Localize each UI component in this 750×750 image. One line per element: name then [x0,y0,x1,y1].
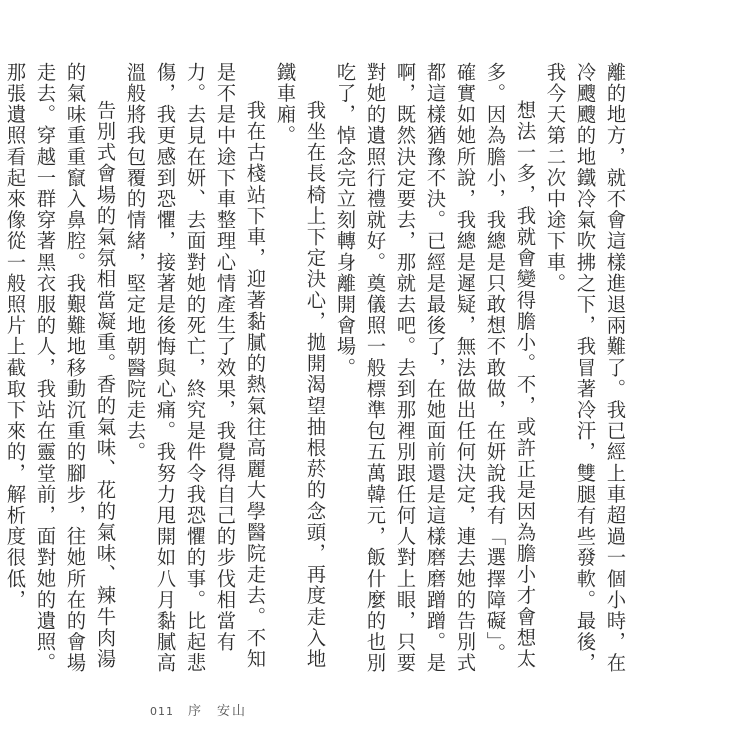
paragraph-2: 想法一多，我就會變得膽小。不，或許正是因為膽小才會想太多。因為膽小，我總是只敢想不敢做，在妍說我有「選擇障礙」。確實如她所說，我總是遲疑，無法做出任何決定，連去她的告別式都這樣猶豫不決。已經是最後了，在她面前還是這樣磨磨蹭蹭。是啊，既然決定要去，那就去吧。去到那裡別跟任何人對上眼，只要對她的遺照行禮就好。奠儀照一般標準包五萬韓元，飯什麼的也別吃了，悼念完立刻轉身離開會場。 [334,62,537,674]
paragraph-3: 我坐在長椅上下定決心，拋開渴望抽根菸的念頭，再度走入地鐵車廂。 [274,62,327,671]
author-name: 安山 [217,704,248,719]
page-footer [150,700,247,719]
vertical-text-block [4,62,630,682]
page-number: 011 [150,705,174,718]
paragraph-1: 離的地方，就不會這樣進退兩難了。我已經上車超過一個小時，在冷颼颼的地鐵冷氣吹拂之下，我冒著冷汗，雙腿有些發軟。最後，我今天第二次中途下車。 [544,62,627,674]
section-label: 序 [188,704,204,719]
paragraph-5: 告別式會場的氣氛相當凝重。香的氣味、花的氣味、辣牛肉湯的氣味重重竄入鼻腔。我艱難地移動沉重的腳步，往她所在的會場走去。穿越一群穿著黑衣服的人，我站在靈堂前，面對她的遺照。那張遺照看起來像從一般照片上截取下來的，解析度很低， [4,62,117,674]
paragraph-4: 我在古棧站下車，迎著黏膩的熱氣往高麗大學醫院走去。不知是不是中途下車整理心情產生了效果，我覺得自己的步伐相當有力。去見在妍、去面對她的死亡，終究是件令我恐懼的事。比起悲傷，我更感到恐懼，接著是後悔與心痛。我努力甩開如八月黏膩高溫般將我包覆的情緒，堅定地朝醫院走去。 [124,62,267,674]
